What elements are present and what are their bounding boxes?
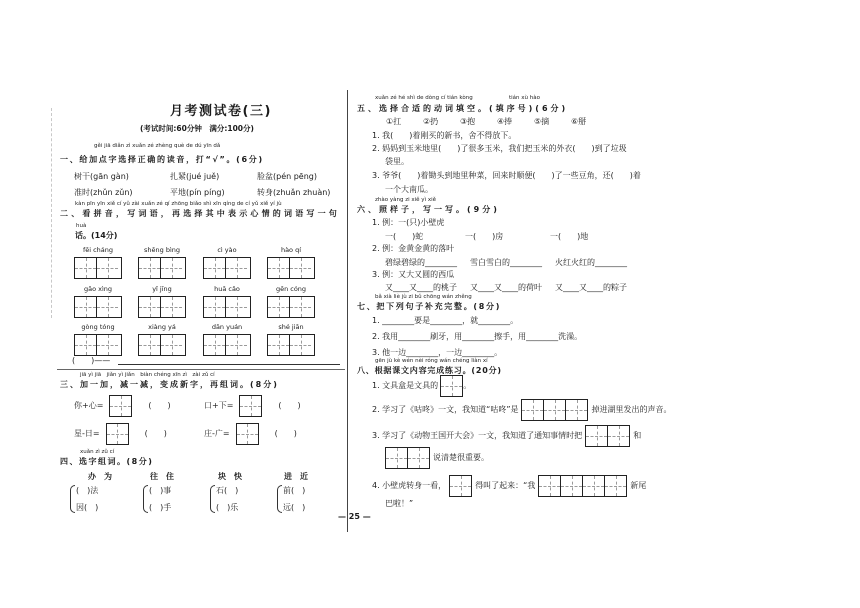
word-pinyin: shēng bìng	[144, 246, 180, 254]
q6-answer: 一( )房	[465, 232, 504, 241]
q3-word-blank: ( )	[144, 429, 167, 438]
q2-pinyin-2: huà	[76, 223, 87, 229]
section-rule	[57, 369, 345, 370]
brace	[277, 485, 282, 513]
writing-grid	[138, 296, 186, 318]
q6-answer: 碧绿碧绿的________	[385, 258, 457, 267]
writing-grid	[203, 296, 251, 318]
word-pinyin: hào qí	[280, 246, 302, 254]
answer-grid	[109, 395, 132, 417]
q7-item: 2. 我用________刷牙，用________擦手，用________洗澡。	[372, 332, 583, 341]
pinyin-word	[74, 285, 122, 318]
q8-text: 4. 小壁虎转身一看，	[372, 481, 447, 490]
answer-grid	[440, 375, 463, 397]
q3-expression: 你+心=	[74, 401, 104, 410]
q8-text: 巴啦！”	[385, 499, 414, 508]
brace	[143, 485, 148, 513]
q6-example: 1. 例：一(只)小壁虎	[372, 218, 445, 227]
q8-text: 1. 文具盒是文具的	[372, 381, 439, 390]
pinyin-word	[267, 246, 315, 279]
q4-item: 石( )	[216, 486, 239, 495]
q3-expression: 口+下=	[204, 401, 234, 410]
q8-line	[372, 475, 646, 497]
q3-word-blank: ( )	[274, 429, 297, 438]
writing-grid	[138, 257, 186, 279]
q8-text: 掉进湖里发出的声音。	[591, 405, 672, 414]
answer-line	[118, 364, 340, 365]
q8-heading: 八、根据课文内容完成练习。(20分)	[357, 366, 502, 375]
pinyin-word	[267, 285, 315, 318]
q8-line	[372, 425, 641, 447]
q1-item: 扎紧(jué juě)	[170, 172, 220, 181]
q6-answer: 又____又____的荷叶	[470, 283, 542, 292]
writing-grid	[203, 257, 251, 279]
q4-item: 远( )	[283, 503, 306, 512]
q5-option: ②扔	[423, 117, 439, 126]
q7-pinyin: bǎ xià liè jù zi bǔ chōng wán zhěng	[375, 294, 472, 300]
q6-example: 3. 例：又大又圆的西瓜	[372, 270, 455, 279]
brace	[210, 485, 215, 513]
word-pinyin: shé jiān	[278, 323, 304, 331]
q1-heading: 一、给加点字选择正确的读音，打“√”。(6分)	[60, 155, 264, 164]
pinyin-word	[203, 246, 251, 279]
q1-item: 转身(zhuǎn zhuàn)	[257, 188, 331, 197]
q4-char-pair: 办 为	[88, 472, 112, 481]
q4-item: 因( )	[76, 503, 99, 512]
q6-pinyin: zhào yàng zi xiě yì xiě	[375, 197, 436, 203]
writing-grid	[138, 334, 186, 356]
column-divider	[347, 90, 348, 532]
q7-item: 1. ________要是________，就________。	[372, 316, 519, 325]
q8-text: 说清楚很重要。	[433, 453, 489, 462]
q2-heading-2: 话。(14分)	[75, 231, 118, 240]
word-pinyin: gòng tóng	[81, 323, 115, 331]
sentence-blank: ( )——	[72, 356, 111, 365]
answer-grid	[521, 399, 588, 421]
q3-pinyin: jiā yì jiā jiǎn yì jiǎn biàn chéng xīn zì zài zǔ cí	[80, 372, 215, 378]
q4-char-pair: 进 近	[284, 472, 308, 481]
answer-grid	[239, 395, 262, 417]
pinyin-word	[138, 246, 186, 279]
word-pinyin: gēn cóng	[275, 285, 307, 293]
q3-word-blank: ( )	[148, 401, 171, 410]
answer-grid	[538, 475, 627, 497]
q4-item: ( )手	[149, 503, 172, 512]
q8-text: 2. 学习了《咕咚》一文，我知道“咕咚”是	[372, 405, 519, 414]
q3-row	[204, 423, 297, 445]
pinyin-word	[74, 323, 122, 356]
q8-text: 新尾	[630, 481, 647, 490]
q2-pinyin: kàn pīn yīn xiě cí yǔ zài xuǎn zé qí zhōng biǎo shì xīn qíng de cí yǔ xiě yí jù	[75, 201, 282, 207]
q1-pinyin: gěi jiā diǎn zì xuǎn zé zhèng què de dú yīn dǎ	[94, 143, 221, 149]
q6-answer: 又____又____的粽子	[555, 283, 627, 292]
word-pinyin: xiàng yá	[148, 323, 176, 331]
word-pinyin: cì yào	[217, 246, 237, 254]
q5-line: 2. 妈妈到玉米地里( )了很多玉米，我们把玉米的外衣( )到了垃圾	[372, 144, 627, 153]
writing-grid	[267, 334, 315, 356]
q3-word-blank: ( )	[278, 401, 301, 410]
q8-text: 得叫了起来：“我	[475, 481, 536, 490]
word-pinyin: huā cǎo	[214, 285, 240, 293]
q1-item: 准时(zhǔn zǔn)	[74, 188, 133, 197]
q5-option: ①扛	[386, 117, 402, 126]
q4-item: 前( )	[283, 486, 306, 495]
writing-grid	[203, 334, 251, 356]
q5-pinyin: xuǎn zé hé shì de dòng cí tián kòng	[375, 95, 473, 101]
q3-heading: 三、加一加，减一减，变成新字，再组词。(8分)	[60, 380, 279, 389]
q5-heading: 五、选择合适的动词填空。(填序号)(6分)	[357, 104, 569, 113]
q4-heading: 四、选字组词。(8分)	[60, 457, 154, 466]
q5-line: 1. 我( )着刚买的新书，舍不得放下。	[372, 131, 517, 140]
word-pinyin: yǐ jīng	[152, 285, 172, 293]
q2-heading: 二、看拼音，写词语，再选择其中表示心情的词语写一句	[60, 209, 340, 218]
q6-answer: 一( )蛇	[385, 232, 424, 241]
q4-char-pair: 块 快	[218, 472, 242, 481]
q8-text: 和	[633, 431, 642, 440]
q4-char-pair: 往 住	[150, 472, 174, 481]
word-pinyin: dān yuán	[211, 323, 243, 331]
q6-heading: 六、照样子，写一写。(9分)	[357, 205, 500, 214]
exam-subtitle: (考试时间:60分钟 满分:100分)	[140, 124, 254, 133]
pinyin-word	[138, 323, 186, 356]
q5-line: 袋里。	[385, 157, 409, 166]
answer-grid	[106, 423, 129, 445]
word-pinyin: gāo xìng	[83, 285, 113, 293]
q6-answer: 火红火红的________	[555, 258, 627, 267]
q6-answer: 一( )地	[550, 232, 589, 241]
q4-item: ( )乐	[216, 503, 239, 512]
q5-option: ④捧	[497, 117, 513, 126]
q5-pinyin-note: tián xù hào	[509, 95, 540, 101]
q5-line: 一个大南瓜。	[385, 185, 433, 194]
answer-grid	[585, 425, 630, 447]
exam-title: 月考测试卷(三)	[170, 104, 272, 119]
page-number: — 25 —	[338, 512, 371, 521]
pinyin-word	[74, 246, 122, 279]
q1-item: 脸盆(pén pēng)	[257, 172, 318, 181]
q8-text: 。	[463, 381, 472, 390]
pinyin-word	[203, 285, 251, 318]
q1-item: 树干(gān gàn)	[74, 172, 129, 181]
q6-answer: 雪白雪白的________	[470, 258, 542, 267]
q5-option: ⑤摘	[534, 117, 550, 126]
brace	[70, 485, 75, 513]
writing-grid	[74, 334, 122, 356]
answer-grid	[236, 423, 259, 445]
q8-line	[385, 447, 489, 469]
q8-line	[372, 375, 471, 397]
q3-expression: 星-日=	[74, 429, 100, 438]
q7-item: 3. 他一边________，一边________。	[372, 348, 503, 357]
q8-pinyin: gēn jù kè wén nèi róng wán chéng liàn xí	[375, 358, 488, 364]
writing-grid	[74, 296, 122, 318]
pinyin-word	[138, 285, 186, 318]
word-pinyin: fēi cháng	[82, 246, 114, 254]
q3-row	[74, 423, 167, 445]
q3-row	[204, 395, 301, 417]
q8-line	[372, 399, 671, 421]
q4-pinyin: xuǎn zì zǔ cí	[80, 449, 115, 455]
writing-grid	[74, 257, 122, 279]
q4-item: ( )法	[76, 486, 99, 495]
answer-grid	[385, 447, 430, 469]
q3-expression: 庄-广=	[204, 429, 230, 438]
q4-item: ( )事	[149, 486, 172, 495]
pinyin-word	[267, 323, 315, 356]
q5-option: ⑥掰	[571, 117, 587, 126]
q3-row	[74, 395, 171, 417]
answer-grid	[449, 475, 472, 497]
q5-line: 3. 爷爷( )着锄头到地里种菜，回来时顺便( )了一些豆角，还( )着	[372, 171, 641, 180]
pinyin-word	[203, 323, 251, 356]
q8-text: 3. 学习了《动物王国开大会》一文，我知道了通知事情时把	[372, 431, 583, 440]
binding-line	[51, 108, 52, 318]
q6-answer: 又____又____的桃子	[385, 283, 457, 292]
q6-example: 2. 例：金黄金黄的落叶	[372, 244, 455, 253]
writing-grid	[267, 296, 315, 318]
q7-heading: 七、把下列句子补充完整。(8分)	[357, 302, 502, 311]
q1-item: 平地(pín píng)	[170, 188, 225, 197]
q5-option: ③抱	[460, 117, 476, 126]
writing-grid	[267, 257, 315, 279]
